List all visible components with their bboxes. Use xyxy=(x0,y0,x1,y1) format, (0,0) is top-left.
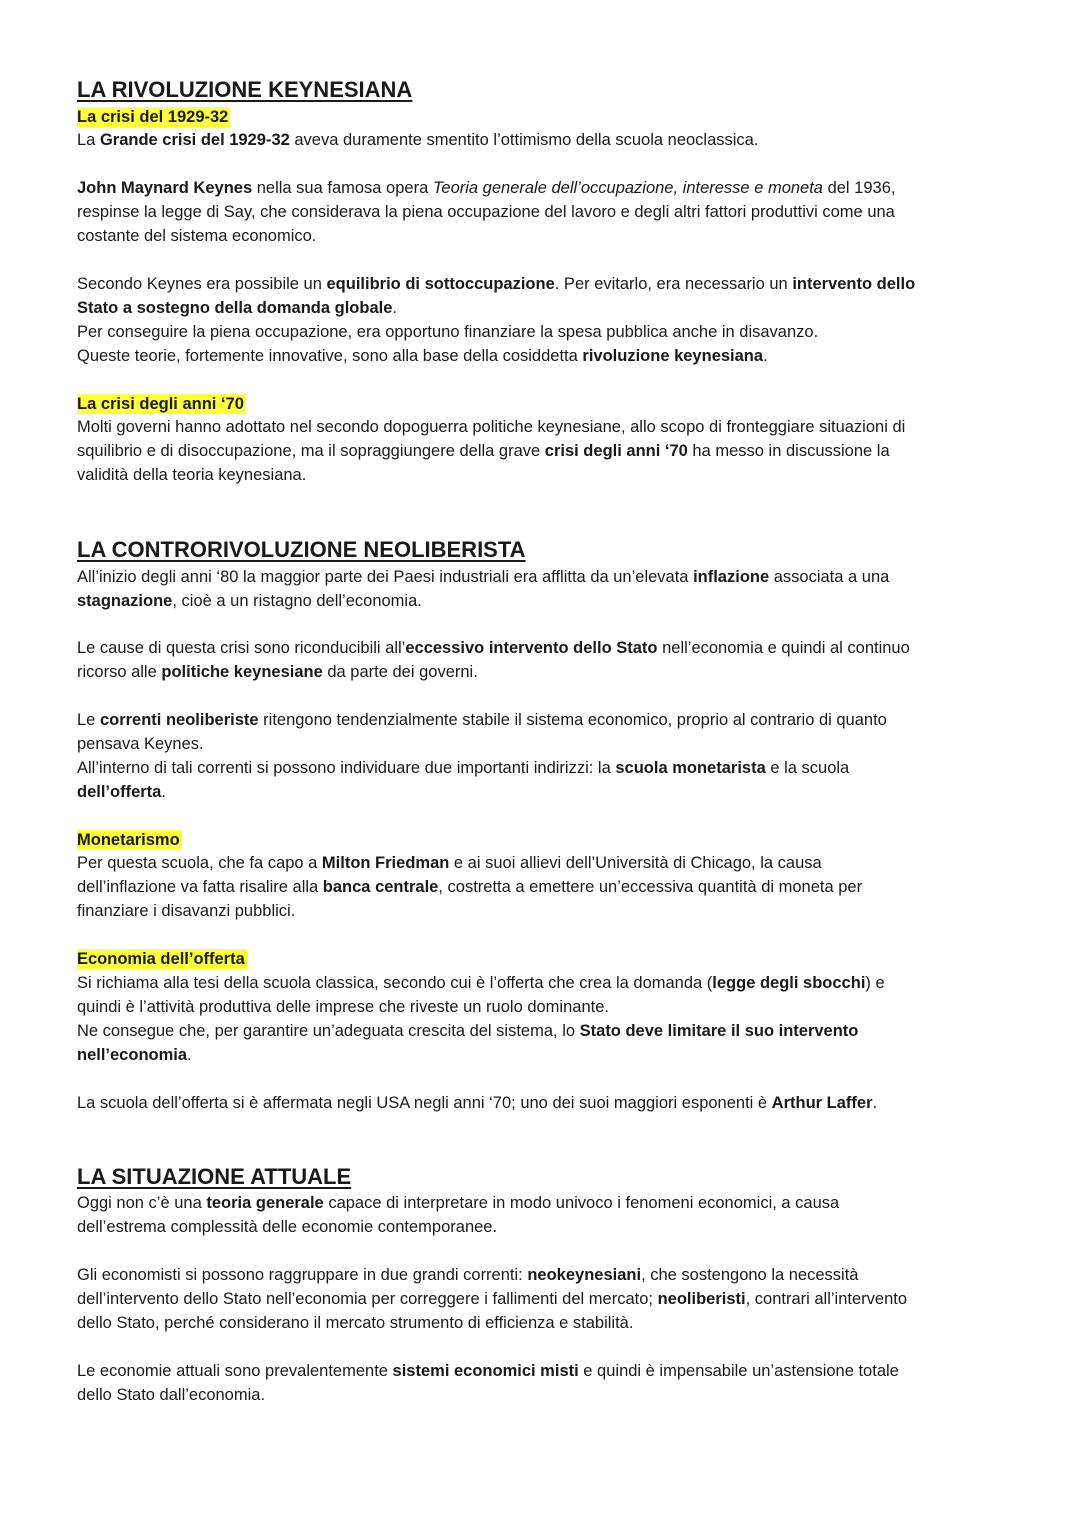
text-line: finanziare i disavanzi pubblici. xyxy=(77,902,296,920)
paragraph xyxy=(77,272,1017,368)
text-line: Le correnti neoliberiste ritengono tendenzialmente stabile il sistema economico, proprio al contrario di quanto xyxy=(77,711,887,729)
subsection-heading-crisi-anni-70: La crisi degli anni ‘70 xyxy=(77,395,244,413)
text-line: Le cause di questa crisi sono riconducibili all’eccessivo intervento dello Stato nell’economia e quindi al continuo xyxy=(77,639,910,657)
text-line: quindi è l’attività produttiva delle imprese che riveste un ruolo dominante. xyxy=(77,998,609,1016)
text-line: Stato a sostegno della domanda globale. xyxy=(77,299,397,317)
text-line: dello Stato, perché considerano il mercato strumento di efficienza e stabilità. xyxy=(77,1314,634,1332)
text-line: dell’estrema complessità delle economie contemporanee. xyxy=(77,1218,498,1236)
text-line: ricorso alle politiche keynesiane da parte dei governi. xyxy=(77,663,478,681)
section-title-situazione-attuale: LA SITUAZIONE ATTUALE xyxy=(77,1164,352,1189)
paragraph xyxy=(77,128,1017,152)
text-line: respinse la legge di Say, che considerava la piena occupazione del lavoro e degli altri fattori produttivi come una xyxy=(77,203,895,221)
text-line: Ne consegue che, per garantire un’adeguata crescita del sistema, lo Stato deve limitare il suo intervento xyxy=(77,1022,859,1040)
text-line: stagnazione, cioè a un ristagno dell’economia. xyxy=(77,592,422,610)
text-line: costante del sistema economico. xyxy=(77,227,317,245)
text-line: Si richiama alla tesi della scuola classica, secondo cui è l’offerta che crea la domanda (legge degli sbocchi) e xyxy=(77,974,885,992)
text-line: pensava Keynes. xyxy=(77,735,204,753)
text-line: Le economie attuali sono prevalentemente sistemi economici misti e quindi è impensabile un’astensione totale xyxy=(77,1362,899,1380)
text-line: All’inizio degli anni ‘80 la maggior parte dei Paesi industriali era afflitta da un’elevata inflazione associata a una xyxy=(77,568,890,586)
text-line: dell’offerta. xyxy=(77,783,166,801)
text-line: Gli economisti si possono raggruppare in due grandi correnti: neokeynesiani, che sostengono la necessità xyxy=(77,1266,859,1284)
text-line: Secondo Keynes era possibile un equilibrio di sottoccupazione. Per evitarlo, era necessario un intervento dello xyxy=(77,275,916,293)
text-line: Oggi non c’è una teoria generale capace di interpretare in modo univoco i fenomeni economici, a causa xyxy=(77,1194,840,1212)
section-title-controrivoluzione-neoliberista: LA CONTRORIVOLUZIONE NEOLIBERISTA xyxy=(77,537,526,562)
text-line: Per questa scuola, che fa capo a Milton Friedman e ai suoi allievi dell’Università di Chicago, la causa xyxy=(77,854,822,872)
text-line: dello Stato dall’economia. xyxy=(77,1386,266,1404)
paragraph xyxy=(77,851,1017,923)
paragraph xyxy=(77,1359,1017,1407)
paragraph xyxy=(77,176,1017,248)
subsection-heading-crisi-1929: La crisi del 1929-32 xyxy=(77,108,229,126)
subsection-heading-monetarismo: Monetarismo xyxy=(77,831,180,849)
subsection-heading-economia-offerta: Economia dell’offerta xyxy=(77,950,245,968)
text-line: All’interno di tali correnti si possono individuare due importanti indirizzi: la scuola monetarista e la scuola xyxy=(77,759,850,777)
paragraph xyxy=(77,708,1017,804)
text-line: squilibrio e di disoccupazione, ma il sopraggiungere della grave crisi degli anni ‘70 ha messo in discussione la xyxy=(77,442,890,460)
section-title-rivoluzione-keynesiana: LA RIVOLUZIONE KEYNESIANA xyxy=(77,77,413,102)
paragraph xyxy=(77,1091,1017,1115)
text-line: La Grande crisi del 1929-32 aveva duramente smentito l’ottimismo della scuola neoclassica. xyxy=(77,131,759,149)
paragraph xyxy=(77,1191,1017,1239)
text-line: nell’economia. xyxy=(77,1046,192,1064)
text-line: John Maynard Keynes nella sua famosa opera Teoria generale dell’occupazione, interesse e moneta del 1936, xyxy=(77,179,896,197)
text-line: validità della teoria keynesiana. xyxy=(77,466,307,484)
text-line: Molti governi hanno adottato nel secondo dopoguerra politiche keynesiane, allo scopo di fronteggiare situazioni di xyxy=(77,418,906,436)
paragraph xyxy=(77,565,1017,613)
paragraph xyxy=(77,636,1017,684)
paragraph xyxy=(77,971,1017,1067)
text-line: La scuola dell’offerta si è affermata negli USA negli anni ‘70; uno dei suoi maggiori esponenti è Arthur Laffer. xyxy=(77,1094,878,1112)
text-line: dell’intervento dello Stato nell’economia per correggere i fallimenti del mercato; neoliberisti, contrari all’intervento xyxy=(77,1290,908,1308)
text-line: dell’inflazione va fatta risalire alla banca centrale, costretta a emettere un’eccessiva quantità di moneta per xyxy=(77,878,863,896)
text-line: Queste teorie, fortemente innovative, sono alla base della cosiddetta rivoluzione keynesiana. xyxy=(77,347,768,365)
paragraph xyxy=(77,415,1017,487)
paragraph xyxy=(77,1263,1017,1335)
text-line: Per conseguire la piena occupazione, era opportuno finanziare la spesa pubblica anche in disavanzo. xyxy=(77,323,819,341)
